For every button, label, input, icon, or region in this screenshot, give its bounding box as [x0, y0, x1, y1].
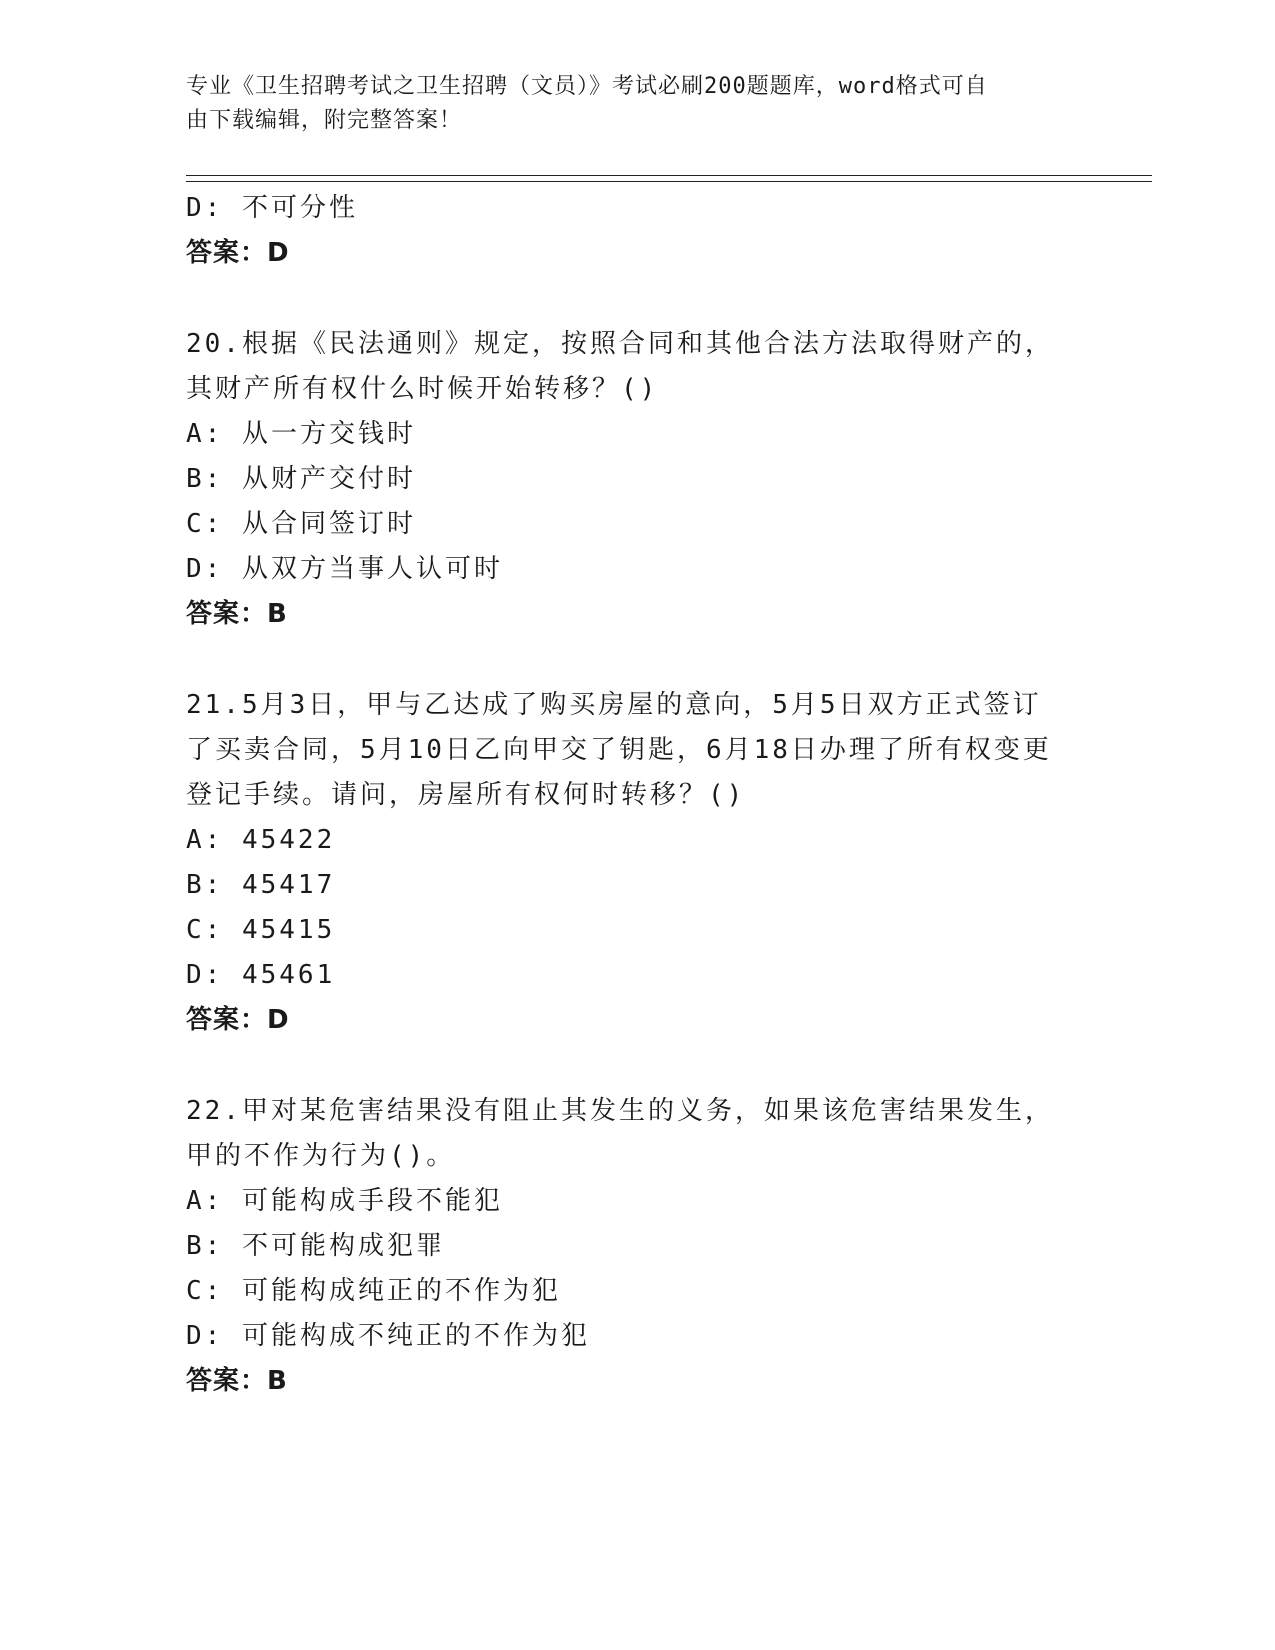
question-text: 22.甲对某危害结果没有阻止其发生的义务，如果该危害结果发生，甲的不作为行为()。 [186, 1096, 1054, 1171]
carryover-question [186, 186, 1086, 276]
spacer [186, 276, 1086, 322]
answer-line [186, 1359, 1086, 1404]
answer-value: B [267, 1366, 288, 1396]
answer-label: 答案： [186, 1366, 268, 1396]
spacer [186, 637, 1086, 683]
question-text: 20.根据《民法通则》规定，按照合同和其他合法方法取得财产的，其财产所有权什么时候开始转移？() [186, 329, 1054, 404]
answer-value: D [267, 1005, 290, 1035]
answer-label: 答案： [186, 599, 268, 629]
option-b: B: 不可能构成犯罪 [186, 1231, 445, 1261]
header-divider-top [186, 175, 1152, 176]
answer-value: D [267, 238, 290, 268]
header-line-2: 由下载编辑，附完整答案！ [186, 108, 463, 133]
option-c: C: 45415 [186, 915, 336, 945]
answer-value: B [267, 599, 288, 629]
option-d: D: 可能构成不纯正的不作为犯 [186, 1321, 590, 1351]
option-d: D: 不可分性 [186, 193, 358, 223]
option-c: C: 从合同签订时 [186, 509, 416, 539]
option-a: A: 从一方交钱时 [186, 419, 416, 449]
answer-label: 答案： [186, 238, 268, 268]
question-item-22 [186, 1089, 1086, 1404]
option-c: C: 可能构成纯正的不作为犯 [186, 1276, 561, 1306]
option-b: B: 从财产交付时 [186, 464, 416, 494]
option-d: D: 从双方当事人认可时 [186, 554, 503, 584]
answer-line [186, 592, 1086, 637]
answer-label: 答案： [186, 1005, 268, 1035]
question-item-20 [186, 322, 1086, 637]
option-d: D: 45461 [186, 960, 336, 990]
question-item-21 [186, 683, 1086, 1043]
answer-line [186, 231, 1086, 276]
option-a: A: 可能构成手段不能犯 [186, 1186, 503, 1216]
spacer [186, 1043, 1086, 1089]
answer-line [186, 998, 1086, 1043]
option-a: A: 45422 [186, 825, 336, 855]
question-content [186, 186, 1086, 1404]
document-header [186, 70, 1066, 138]
question-text: 21.5月3日，甲与乙达成了购买房屋的意向，5月5日双方正式签订了买卖合同，5月10日乙向甲交了钥匙，6月18日办理了所有权变更登记手续。请问，房屋所有权何时转移？() [186, 690, 1052, 810]
header-divider-bottom [186, 181, 1152, 182]
header-line-1: 专业《卫生招聘考试之卫生招聘（文员）》考试必刷200题题库，word格式可自 [186, 74, 988, 99]
option-b: B: 45417 [186, 870, 336, 900]
